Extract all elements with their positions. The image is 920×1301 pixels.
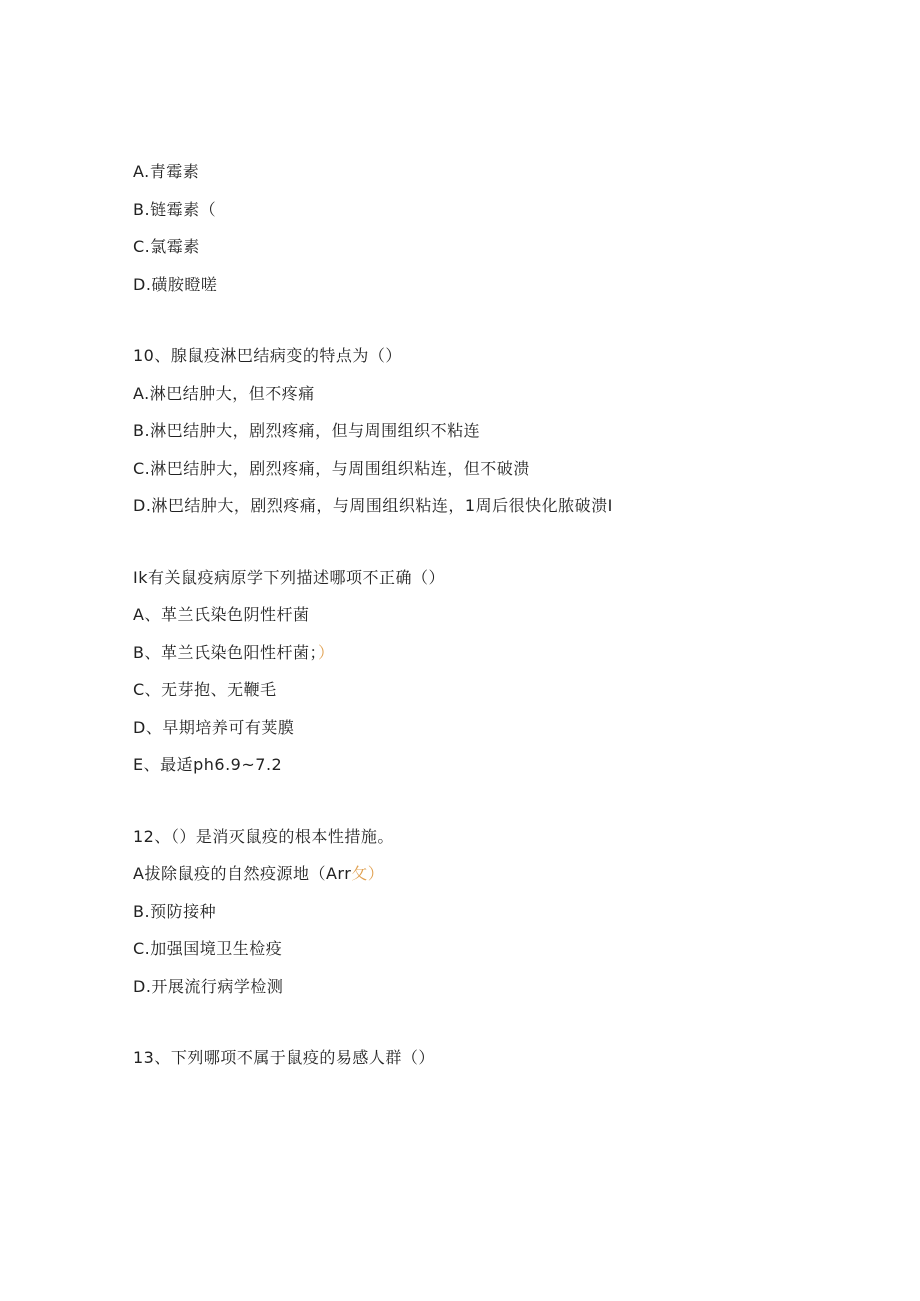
q12-option-c: C.加强国境卫生检疫 <box>133 939 283 958</box>
q11-option-a: A、革兰氏染色阴性杆菌 <box>133 605 310 624</box>
q10-option-a: A.淋巴结肿大，但不疼痛 <box>133 384 315 403</box>
q11-option-b <box>133 643 335 663</box>
q12-option-a-text: A拔除鼠疫的自然疫源地（Arr <box>133 864 352 883</box>
q12-option-a-mark: 攵） <box>351 864 385 883</box>
q13-stem: 13、下列哪项不属于鼠疫的易感人群（） <box>133 1048 435 1067</box>
q11-option-b-mark: ） <box>317 643 335 662</box>
q9-option-b: B.链霉素（ <box>133 200 217 219</box>
q10-option-b: B.淋巴结肿大，剧烈疼痛，但与周围组织不粘连 <box>133 421 481 440</box>
q9-option-a: A.青霉素 <box>133 162 200 181</box>
q9-option-d: D.磺胺瞪嗟 <box>133 275 218 294</box>
q12-option-b: B.预防接种 <box>133 902 217 921</box>
q10-stem: 10、腺鼠疫淋巴结病变的特点为（） <box>133 346 402 365</box>
q11-option-e: E、最适ph6.9~7.2 <box>133 755 283 774</box>
q10-option-c: C.淋巴结肿大，剧烈疼痛，与周围组织粘连，但不破溃 <box>133 459 530 478</box>
q11-option-c: C、无芽抱、无鞭毛 <box>133 680 277 699</box>
q12-stem: 12、（）是消灭鼠疫的根本性措施。 <box>133 827 394 846</box>
q11-option-b-text: B、革兰氏染色阳性杆菌； <box>133 643 318 662</box>
q12-option-d: D.开展流行病学检测 <box>133 977 284 996</box>
q12-option-a <box>133 864 384 884</box>
q9-option-c: C.氯霉素 <box>133 237 200 256</box>
q11-stem: Ik有关鼠疫病原学下列描述哪项不正确（） <box>133 568 445 587</box>
q10-option-d: D.淋巴结肿大，剧烈疼痛，与周围组织粘连，1周后很快化脓破溃I <box>133 496 613 515</box>
q11-option-d: D、早期培养可有荚膜 <box>133 718 295 737</box>
